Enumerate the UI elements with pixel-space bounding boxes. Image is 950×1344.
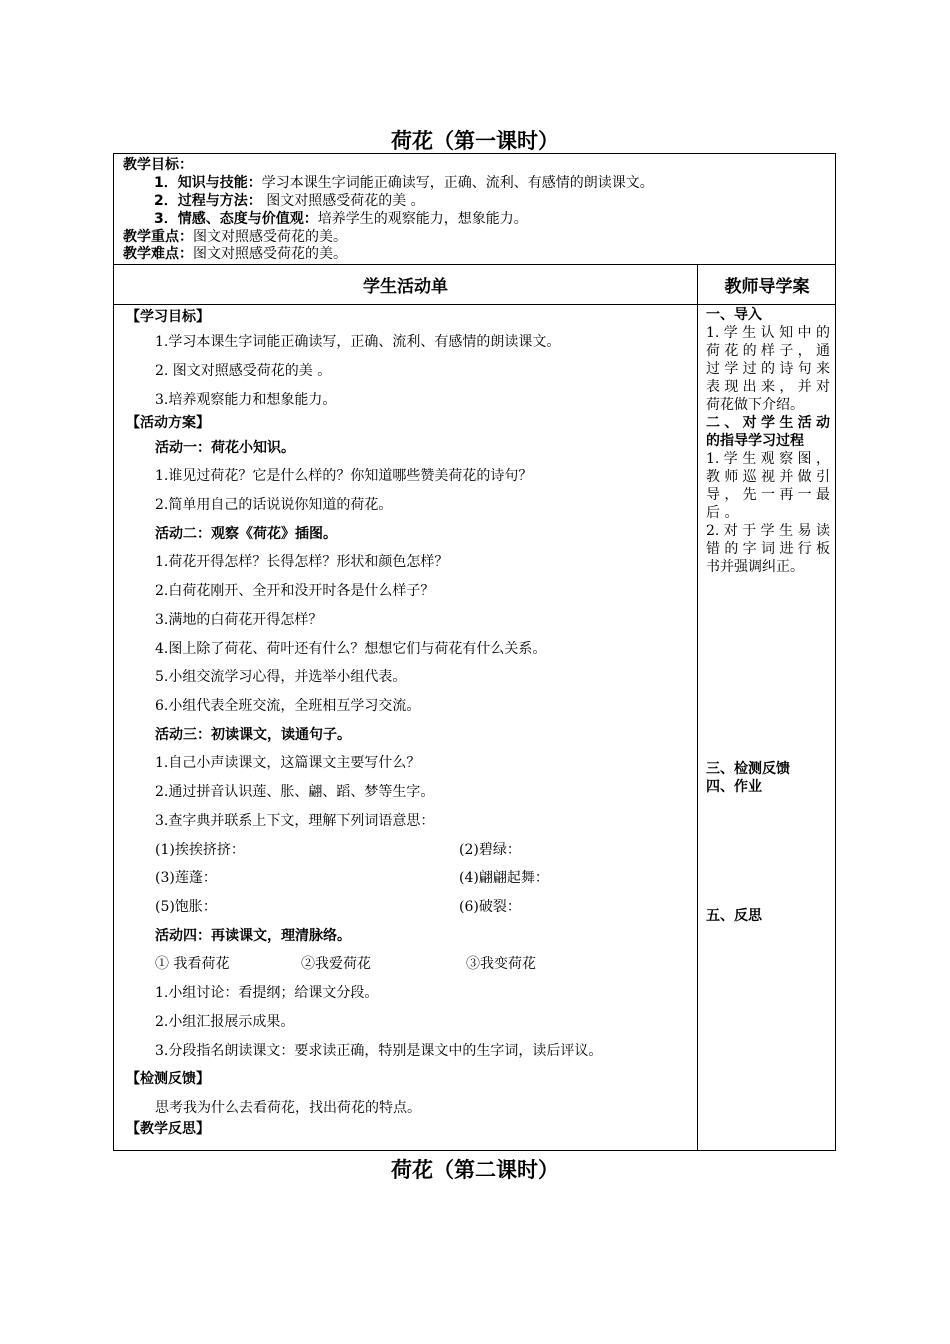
activity-title: 活动一：荷花小知识。 [155,440,295,456]
word-item: (3)莲蓬： [155,870,217,886]
guide-line: 导，先一再一最 [706,487,830,503]
activity-item: 2.通过拼音认识莲、胀、翩、蹈、梦等生字。 [155,784,435,800]
activity-item: 1.自己小声读课文，这篇课文主要写什么？ [155,755,421,771]
guide-section-title: 五、反思 [706,908,762,924]
activity-item: 3.满地的白荷花开得怎样？ [155,612,323,628]
guide-line: 错的字词进行板 [706,541,830,557]
lesson-plan-table [113,153,836,1151]
activity-item: 4.图上除了荷花、荷叶还有什么？想想它们与荷花有什么关系。 [155,641,547,657]
activity-item: 1.小组讨论：看提纲；给课文分段。 [155,985,379,1001]
teacher-guide-check [706,760,830,796]
guide-line: 荷花的样子，通 [706,343,830,359]
guide-line: 过学过的诗句来 [706,361,830,377]
word-item: (1)挨挨挤挤： [155,842,245,858]
activity-title: 活动四：再读课文，理清脉络。 [155,928,351,944]
objective-item: 2．过程与方法： 图文对照感受荷花的美 。 [154,193,425,209]
word-item: (6)破裂： [459,899,521,915]
guide-line: 荷花做下介绍。 [706,397,804,413]
activity-item: 2.小组汇报展示成果。 [155,1014,295,1030]
guide-section-title: 三、检测反馈 [706,761,790,777]
outline-item: ① 我看荷花 [155,956,230,972]
objectives-heading: 教学目标： [123,157,193,173]
outline-item: ③我变荷花 [466,956,536,972]
check-title: 【检测反馈】 [126,1071,210,1087]
check-text: 思考我为什么去看荷花，找出荷花的特点。 [155,1100,421,1116]
goal-item: 1.学习本课生字词能正确读写，正确、流利、有感情的朗读课文。 [155,334,561,350]
activity-item: 1.荷花开得怎样？长得怎样？形状和颜色怎样？ [155,554,449,570]
guide-line: 书并强调纠正。 [706,559,804,575]
goal-title: 【学习目标】 [126,309,210,325]
objective-item: 3．情感、态度与价值观：培养学生的观察能力，想象能力。 [154,211,528,227]
goal-item: 3.培养观察能力和想象能力。 [155,392,337,408]
word-item: (2)碧绿： [459,842,521,858]
activity-item: 3.查字典并联系上下文，理解下列词语意思： [155,813,435,829]
key-point: 教学重点：图文对照感受荷花的美。 [123,229,347,245]
guide-line: 1.学生观察图， [706,451,830,467]
guide-line: 后 。 [706,505,739,521]
activity-title: 活动三：初读课文，读通句子。 [155,727,351,743]
guide-section-title: 一、导入 [706,307,762,323]
page-title: 荷花（第一课时） [391,129,559,153]
objectives-block [114,154,835,265]
activity-title: 活动二：观察《荷花》插图。 [155,526,337,542]
column-divider [697,265,698,1151]
second-lesson-title: 荷花（第二课时） [391,1158,559,1182]
teacher-guide-header: 教师导学案 [698,265,836,305]
reflect-title: 【教学反思】 [126,1121,210,1137]
objective-item: 1．知识与技能：学习本课生字词能正确读写，正确、流利、有感情的朗读课文。 [154,175,654,191]
word-item: (4)翩翩起舞： [459,870,549,886]
goal-item: 2. 图文对照感受荷花的美 。 [155,363,332,379]
guide-section-title: 二、对学生活动 [706,415,830,431]
outline-item: ②我爱荷花 [301,956,371,972]
guide-line: 表现出来，并对 [706,379,830,395]
guide-line: 教师巡视并做引 [706,469,830,485]
activity-item: 2.白荷花刚开、全开和没开时各是什么样子？ [155,583,435,599]
activity-item: 1.谁见过荷花？它是什么样的？你知道哪些赞美荷花的诗句？ [155,468,533,484]
guide-section-title: 四、作业 [706,779,762,795]
teacher-guide-reflect [706,907,830,925]
student-activity-header: 学生活动单 [114,265,697,305]
activity-item: 2.简单用自己的话说说你知道的荷花。 [155,497,393,513]
word-item: (5)饱胀： [155,899,217,915]
plan-title: 【活动方案】 [126,415,210,431]
activity-item: 3.分段指名朗读课文：要求读正确，特别是课文中的生字词，读后评议。 [155,1043,603,1059]
teacher-guide-intro [706,306,830,576]
guide-line: 1.学生认知中的 [706,325,830,341]
difficulty-point: 教学难点：图文对照感受荷花的美。 [123,246,347,262]
activity-item: 6.小组代表全班交流，全班相互学习交流。 [155,698,421,714]
guide-section-title: 的指导学习过程 [706,433,804,449]
activity-item: 5.小组交流学习心得，并选举小组代表。 [155,669,407,685]
guide-line: 2.对于学生易读 [706,523,830,539]
